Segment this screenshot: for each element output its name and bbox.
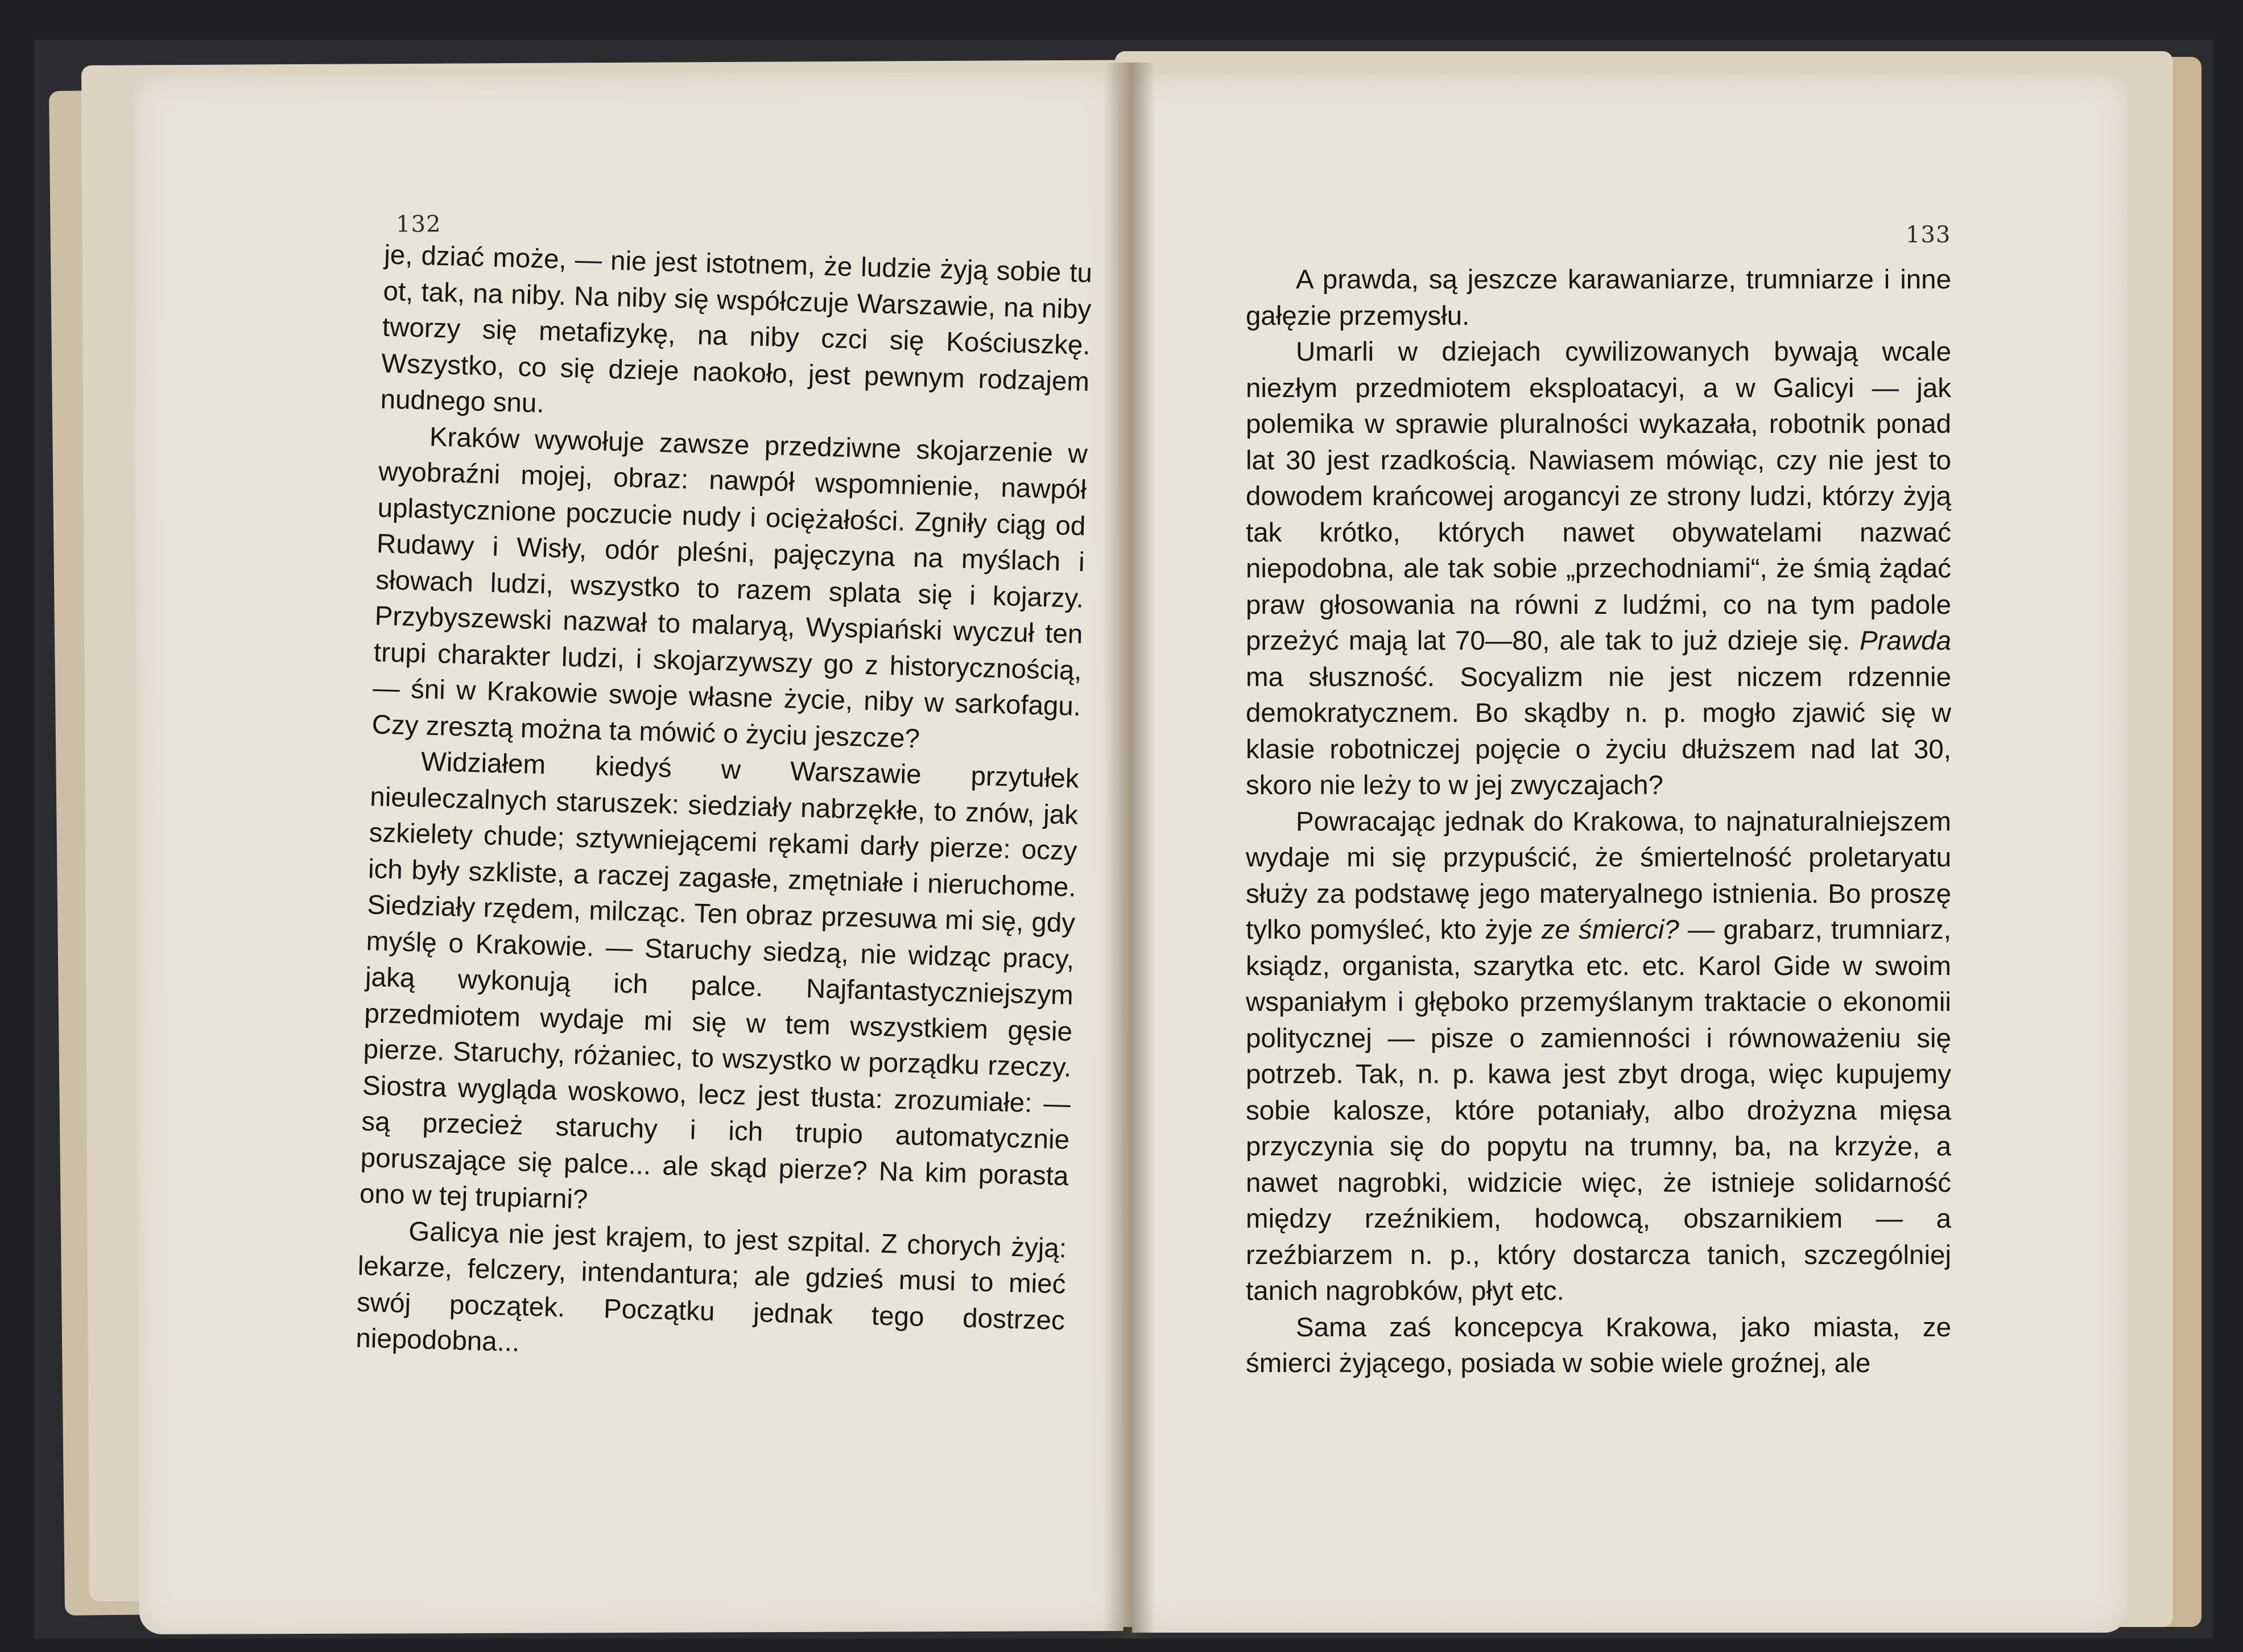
page-number-left: 132 (396, 211, 441, 238)
paragraph-text: Umarli w dziejach cywilizowanych bywają wcale niezłym przedmiotem eksploatacyi, a w Galicyi — jak polemika w sprawie pluralności wykazała, robotnik ponad lat 30 jest rzadkością. Nawiasem mówiąc, czy nie jest to dowodem krańcowej arogancyi ze strony ludzi, którzy żyją tak krótko, których nawet obywatelami nazwać niepodobna, ale tak sobie „przechodniami“, że śmią żądać praw głosowania na równi z ludźmi, co na tym padole przeżyć mają lat 70—80, ale tak to już dzieje się. (1246, 337, 1951, 656)
paragraph-text: Powracając jednak do Krakowa, to najnaturalniejszem wydaje mi się przypuścić, że śmiertelność proletaryatu służy za podstawę jego materyalnego istnienia. Bo proszę tylko pomyśleć, kto żyje (1246, 806, 1951, 945)
paragraph-text: — grabarz, trumniarz, ksiądz, organista, szarytka etc. etc. Karol Gide w swoim wspaniałym i głęboko przemyślanym traktacie o ekonomii politycznej — pisze o zamienności i równoważeniu się potrzeb. Tak, n. p. kawa jest zbyt droga, więc kupujemy sobie kalosze, które potaniały, albo drożyzna mięsa przyczynia się do popytu na trumny, ba, na krzyże, a nawet nagrobki, widzicie więc, że istnieje solidarność między rzeźnikiem, hodowcą, obszarnikiem — a rzeźbiarzem n. p., który dostarcza tanich, szczególniej tanich nagrobków, płyt etc. (1246, 915, 1951, 1306)
right-page-text (1246, 262, 1951, 1382)
italic-term: Prawda (1859, 626, 1951, 656)
paragraph: je, dziać może, — nie jest istotnem, że ludzie żyją sobie tu ot, tak, na niby. Na niby się współczuje Warszawie, na niby tworzy się metafizykę, na niby czci się Kościuszkę. Wszystko, co się dzieje naokoło, jest pewnym rodzajem nudnego snu. (380, 239, 1093, 419)
paragraph (1246, 334, 1951, 804)
paragraph: Galicya nie jest krajem, to jest szpital. Z chorych żyją: lekarze, felczery, intendantura; ale gdzieś musi to mieć swój początek. Początku jednak tego dostrzec niepodobna... (355, 1216, 1067, 1358)
paragraph: A prawda, są jeszcze karawaniarze, trumniarze i inne gałęzie przemysłu. (1246, 265, 1951, 331)
left-page-text (356, 237, 1093, 1374)
paragraph: Widziałem kiedyś w Warszawie przytułek nieuleczalnych staruszek: siedziały nabrzękłe, to znów, jak szkielety chude; sztywniejącemi rękami darły pierze: oczy ich były szkliste, a raczej zagasłe, zmętniałe i nieruchome. Siedziały rzędem, milcząc. Ten obraz przesuwa mi się, gdy myślę o Krakowie. — Staruchy siedzą, nie widząc pracy, jaką wykonują ich palce. Najfantastyczniejszym przedmiotem wydaje mi się w tem wszystkiem gęsie pierze. Staruchy, różaniec, to wszystko w porządku rzeczy. Siostra wygląda woskowo, lecz jest tłusta: zrozumiałe: — są przecież staruchy i ich trupio automatycznie poruszające się palce... ale skąd pierze? Na kim porasta ono w tej trupiarni? (359, 746, 1080, 1215)
page-number-right: 133 (1906, 222, 1951, 248)
left-page (134, 72, 1123, 1634)
paragraph-text: ma słuszność. Socyalizm nie jest niczem rdzennie demokratycznem. Bo skądby n. p. mogło zjawić się w klasie robotniczej pojęcie o życiu dłuższem nad lat 30, skoro nie leży to w jej zwyczajach? (1246, 662, 1951, 800)
paragraph: Sama zaś koncepcya Krakowa, jako miasta, ze śmierci żyjącego, posiada w sobie wiele groźnej, ale (1246, 1312, 1951, 1378)
open-book (34, 40, 2213, 1638)
paragraph: Kraków wywołuje zawsze przedziwne skojarzenie w wyobraźni mojej, obraz: nawpół wspomnienie, nawpół uplastycznione poczucie nudy i ociężałości. Zgniły ciąg od Rudawy i Wisły, odór pleśni, pajęczyna na myślach i słowach ludzi, wszystko to razem splata się i kojarzy. Przybyszewski nazwał to malaryą, Wyspiański wyczuł ten trupi charakter ludzi, i skojarzywszy go z historycznością, — śni w Krakowie swoje własne życie, niby w sarkofagu. Czy zresztą można ta mówić o życiu jeszcze? (371, 422, 1088, 754)
italic-term: ze śmierci? (1541, 915, 1679, 945)
book-gutter (1104, 63, 1155, 1638)
paragraph (1246, 804, 1951, 1310)
right-page (1132, 74, 2128, 1633)
